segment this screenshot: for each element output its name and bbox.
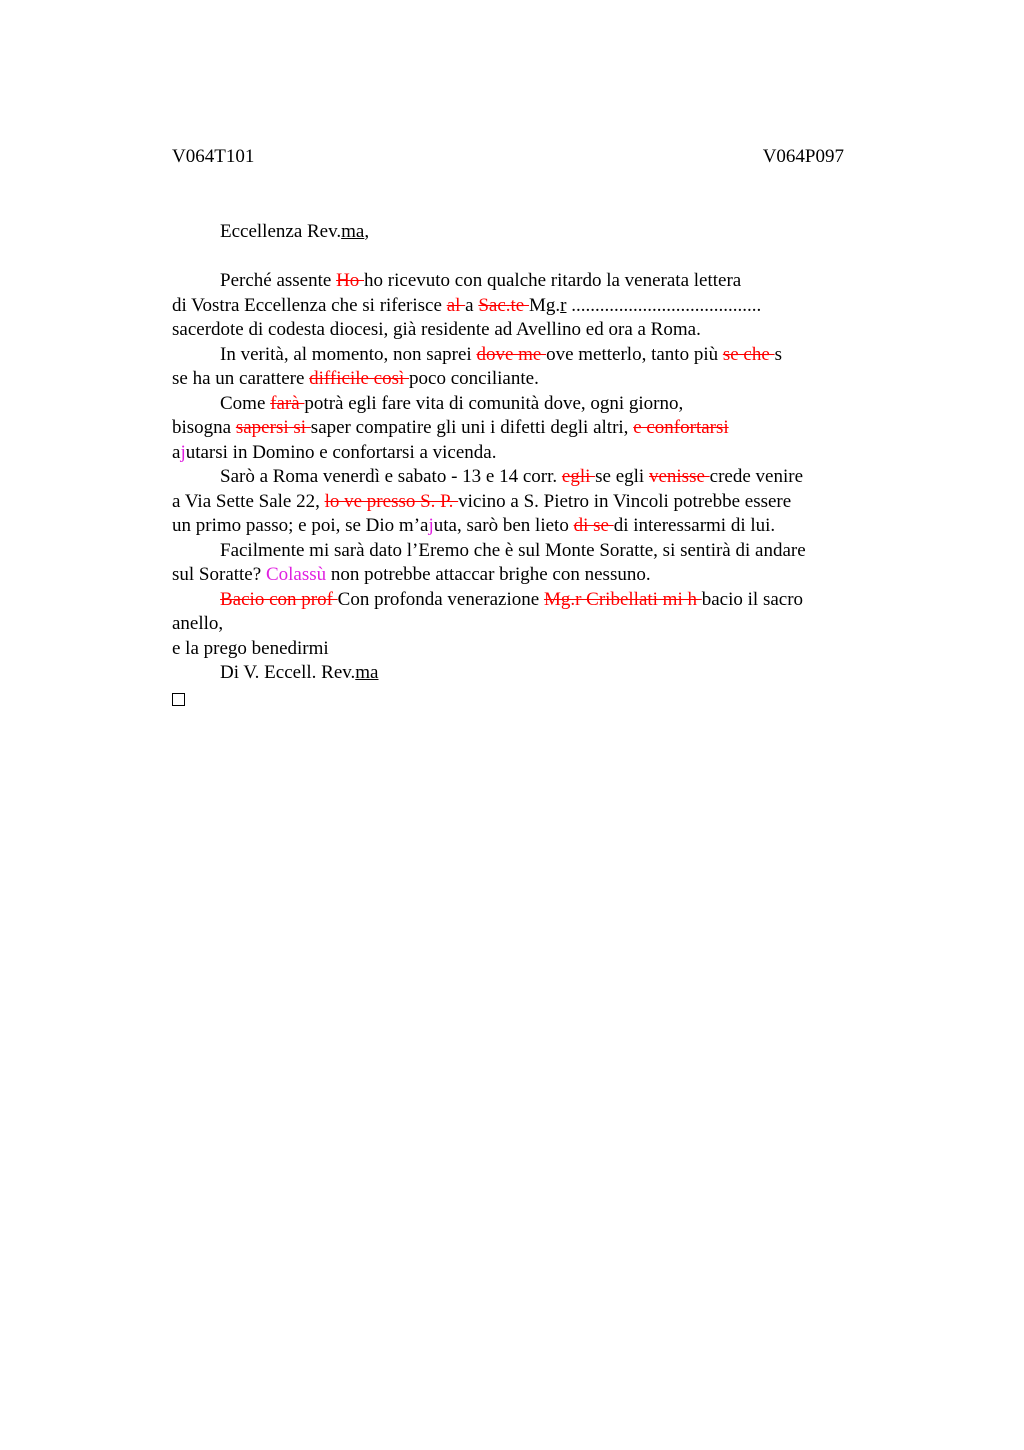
square-icon: [172, 693, 185, 706]
highlighted-text: Colassù: [265, 564, 327, 585]
deleted-text: al: [446, 294, 466, 316]
document-code-left: V064T101: [172, 146, 255, 167]
text-line: anello,: [172, 613, 224, 634]
end-marker: [172, 686, 892, 711]
text-line: sul Soratte? Colassù non potrebbe attaccar brighe con nessuno.: [172, 564, 651, 585]
salutation: Eccellenza Rev.ma,: [220, 221, 370, 242]
deleted-text: Sac.te: [478, 294, 529, 316]
text-line: un primo passo; e poi, se Dio m’ajuta, sarò ben lieto di se di interessarmi di lui.: [172, 515, 776, 536]
deleted-text: se che: [722, 343, 775, 365]
deleted-text: sapersi si: [235, 417, 311, 438]
text-line: di Vostra Eccellenza che si riferisce al a Sac.te Mg.r ........................................: [172, 294, 762, 316]
deleted-text: lo ve presso S. P.: [324, 490, 459, 512]
text-line: ajutarsi in Domino e confortarsi a vicenda.: [172, 441, 497, 463]
text-line: Bacio con prof Con profonda venerazione Mg.r Cribellati mi h bacio il sacro: [220, 588, 804, 610]
text-line: se ha un carattere difficile così poco conciliante.: [172, 368, 539, 389]
deleted-text: venisse: [648, 466, 710, 487]
closing: Di V. Eccell. Rev.ma: [220, 662, 379, 683]
deleted-text: e confortarsi: [633, 417, 729, 438]
highlighted-text: j: [180, 441, 186, 463]
deleted-text: egli: [561, 466, 596, 487]
deleted-text: farà: [270, 392, 305, 414]
spacer: [172, 245, 892, 270]
deleted-text: difficile così: [309, 368, 410, 389]
letter-body: [172, 220, 892, 710]
highlighted-text: j: [428, 515, 434, 536]
deleted-text: di se: [573, 515, 614, 536]
text-line: Sarò a Roma venerdì e sabato - 13 e 14 corr. egli se egli venisse crede venire: [220, 466, 804, 487]
deleted-text: Ho: [336, 270, 365, 291]
text-line: a Via Sette Sale 22, lo ve presso S. P. vicino a S. Pietro in Vincoli potrebbe essere: [172, 490, 792, 512]
text-line: Facilmente mi sarà dato l’Eremo che è sul Monte Soratte, si sentirà di andare: [220, 539, 806, 561]
text-line: e la prego benedirmi: [172, 637, 329, 659]
deleted-text: dove me: [476, 343, 547, 365]
deleted-text: Bacio con prof: [220, 588, 338, 610]
deleted-text: Mg.r Cribellati mi h: [543, 588, 702, 610]
text-line: Come farà potrà egli fare vita di comunità dove, ogni giorno,: [220, 392, 684, 414]
text-line: Perché assente Ho ho ricevuto con qualche ritardo la venerata lettera: [220, 270, 742, 291]
document-code-right: V064P097: [762, 146, 844, 167]
text-line: In verità, al momento, non saprei dove me ove metterlo, tanto più se che s: [220, 343, 782, 365]
text-line: sacerdote di codesta diocesi, già residente ad Avellino ed ora a Roma.: [172, 319, 701, 340]
text-line: bisogna sapersi si saper compatire gli uni i difetti degli altri, e confortarsi: [172, 417, 729, 438]
